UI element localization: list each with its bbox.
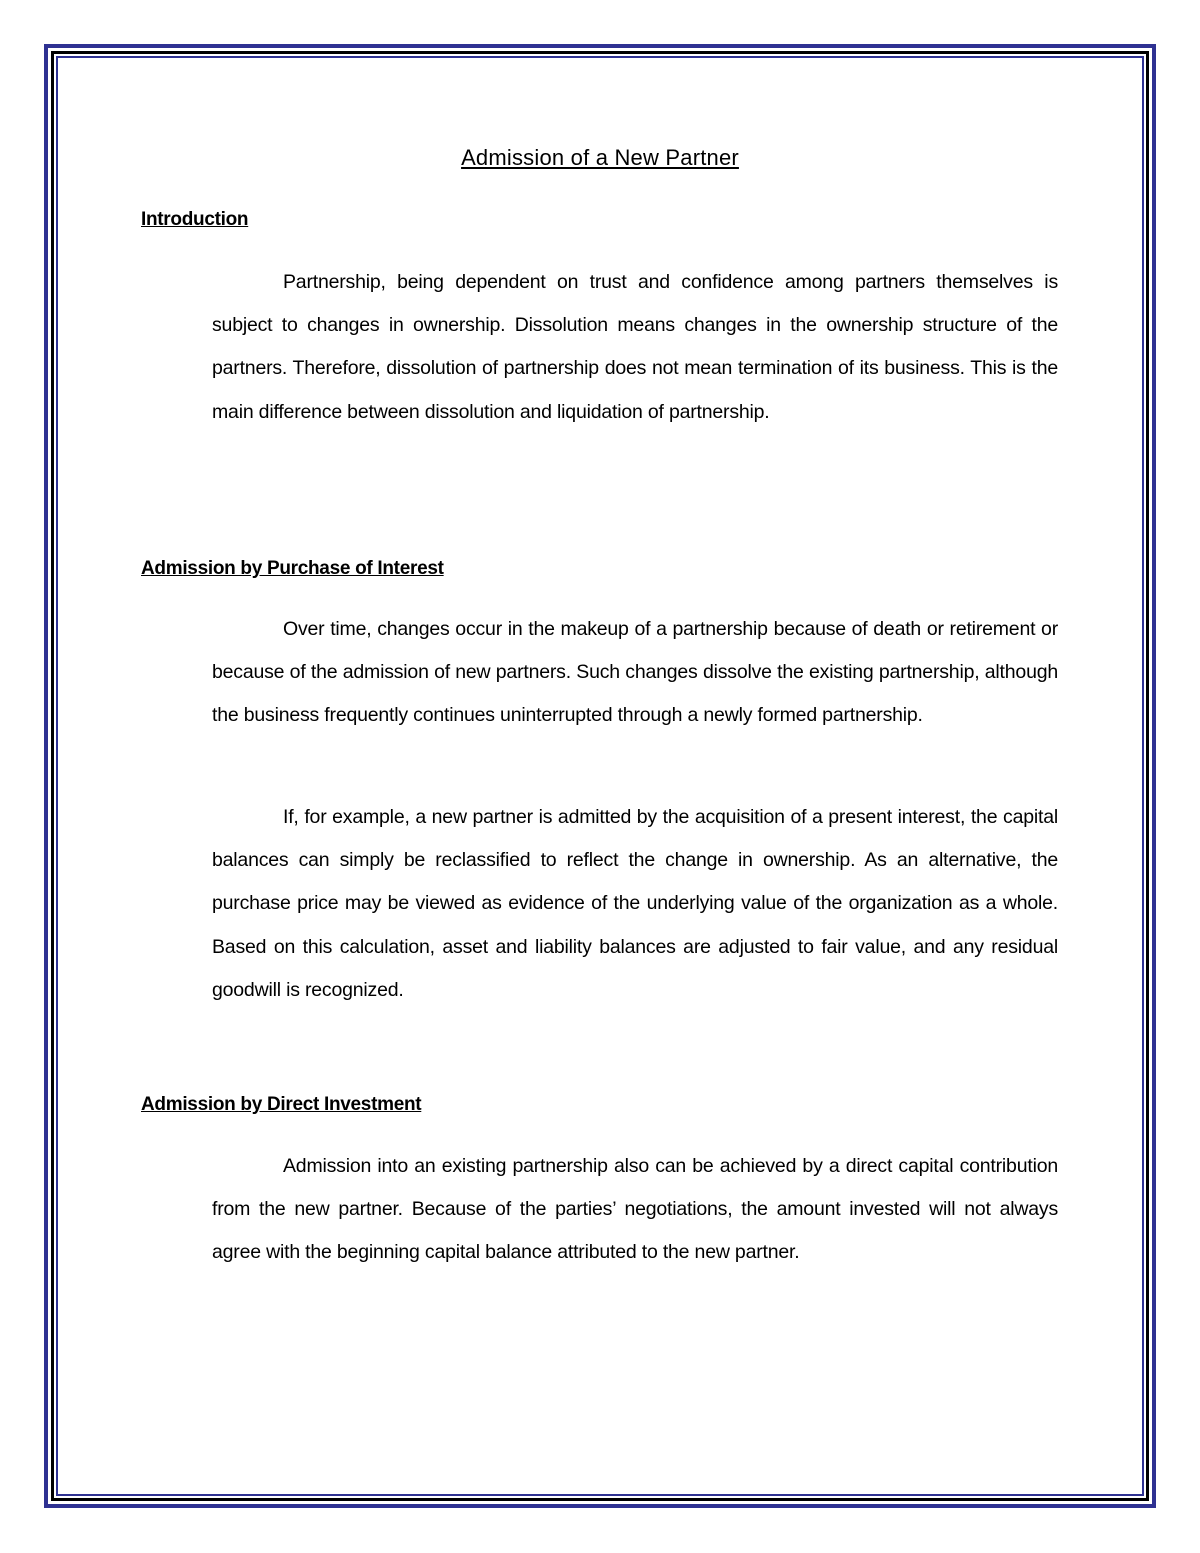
section-heading-introduction: Introduction — [141, 209, 249, 230]
section-heading-purchase-of-interest: Admission by Purchase of Interest — [141, 558, 444, 579]
document-title: Admission of a New Partner — [461, 145, 739, 170]
paragraph-direct-investment: Admission into an existing partnership also can be achieved by a direct capital contribution from the new partner. Because of the parties’ negotiations, the amount invested will not always agree with the beginning capital balance attributed to the new partner. — [212, 1155, 1058, 1264]
paragraph-purchase-of-interest-1: Over time, changes occur in the makeup of a partnership because of death or retirement or because of the admission of new partners. Such changes dissolve the existing partnership, although the business frequently continues uninterrupted through a newly formed partnership. — [212, 618, 1058, 727]
paragraph-introduction: Partnership, being dependent on trust and confidence among partners themselves is subject to changes in ownership. Dissolution means changes in the ownership structure of the partners. Therefore, dissolution of partnership does not mean termination of its business. This is the main difference between dissolution and liquidation of partnership. — [212, 271, 1058, 423]
section-heading-direct-investment: Admission by Direct Investment — [141, 1094, 422, 1115]
paragraph-purchase-of-interest-2: If, for example, a new partner is admitted by the acquisition of a present interest, the capital balances can simply be reclassified to reflect the change in ownership. As an alternative, the purchase price may be viewed as evidence of the underlying value of the organization as a whole. Based on this calculation, asset and liability balances are adjusted to fair value, and any residual goodwill is recognized. — [212, 806, 1058, 1001]
